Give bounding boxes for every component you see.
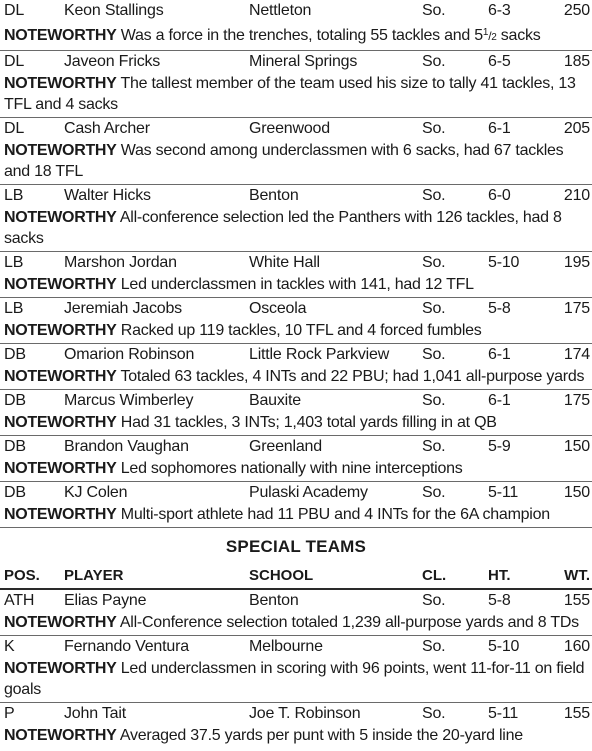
height: 5-11 [488,484,519,501]
class-year: So. [422,438,446,455]
weight: 175 [563,392,590,409]
player-row [4,252,590,274]
school: Bauxite [249,392,301,409]
header-pos: POS. [4,567,40,584]
noteworthy-label: NOTEWORTHY [4,727,117,744]
player-row [4,390,590,412]
header-class: CL. [422,567,447,584]
position: DB [4,484,26,501]
weight: 160 [563,638,590,655]
class-year: So. [422,484,446,501]
school: Nettleton [249,2,312,19]
position: K [4,638,15,655]
position: DL [4,120,25,137]
position: P [4,705,15,722]
position: DL [4,2,25,19]
school: Pulaski Academy [249,484,368,501]
player-entry [0,0,592,51]
weight: 205 [563,120,590,137]
player-entry [0,118,592,185]
school: Osceola [249,300,307,317]
player-name: Omarion Robinson [64,346,195,363]
weight: 174 [563,346,590,363]
weight: 195 [563,254,590,271]
player-name: Keon Stallings [64,2,164,19]
noteworthy-text: NOTEWORTHY Totaled 63 tackles, 4 INTs and 22 PBU; had 1,041 all-purpose yards [4,368,585,385]
player-row [4,344,590,366]
class-year: So. [422,187,446,204]
class-year: So. [422,120,446,137]
class-year: So. [422,2,446,19]
position: DB [4,346,26,363]
position: DB [4,438,26,455]
noteworthy-text: NOTEWORTHY Led underclassmen in scoring with 96 points, went 11-for-11 on field goals [4,660,585,698]
noteworthy-text: NOTEWORTHY Was second among underclassmen with 6 sacks, had 67 tackles and 18 TFL [4,142,564,180]
school: Mineral Springs [249,53,358,70]
class-year: So. [422,392,446,409]
player-row [4,298,590,320]
height: 6-1 [488,120,511,137]
noteworthy-label: NOTEWORTHY [4,460,117,477]
noteworthy-text: NOTEWORTHY The tallest member of the team used his size to tally 41 tackles, 13 TFL and 4 sacks [4,75,576,113]
player-entry [0,482,592,528]
noteworthy-label: NOTEWORTHY [4,614,117,631]
player-name: John Tait [64,705,126,722]
height: 6-1 [488,346,511,363]
player-row [4,703,590,725]
height: 5-10 [488,638,520,655]
weight: 175 [563,300,590,317]
weight: 250 [563,2,590,19]
noteworthy-text: NOTEWORTHY Multi-sport athlete had 11 PBU and 4 INTs for the 6A champion [4,506,550,523]
player-entry [0,636,592,703]
class-year: So. [422,300,446,317]
school: Joe T. Robinson [249,705,361,722]
height: 6-3 [488,2,511,19]
noteworthy-label: NOTEWORTHY [4,368,117,385]
noteworthy-text: NOTEWORTHY Was a force in the trenches, totaling 55 tackles and $5^1/2$ sacks [4,27,541,44]
height: 5-8 [488,300,511,317]
height: 5-8 [488,592,511,609]
header-player: PLAYER [64,567,124,584]
height: 5-9 [488,438,511,455]
class-year: So. [422,638,446,655]
player-name: Jeremiah Jacobs [64,300,182,317]
school: Melbourne [249,638,323,655]
school: White Hall [249,254,320,271]
noteworthy-text: NOTEWORTHY All-Conference selection totaled 1,239 all-purpose yards and 8 TDs [4,614,579,631]
noteworthy-text: NOTEWORTHY Led sophomores nationally with nine interceptions [4,460,463,477]
player-row [4,51,590,73]
weight: 150 [563,484,590,501]
school: Benton [249,592,299,609]
position: LB [4,300,24,317]
player-row [4,185,590,207]
player-name: Brandon Vaughan [64,438,189,455]
player-entry [0,185,592,252]
player-name: Cash Archer [64,120,150,137]
height: 5-10 [488,254,520,271]
column-header-row [0,564,592,590]
position: ATH [4,592,35,609]
noteworthy-label: NOTEWORTHY [4,322,117,339]
player-name: Walter Hicks [64,187,151,204]
player-entry [0,436,592,482]
school: Greenland [249,438,322,455]
class-year: So. [422,592,446,609]
player-entry [0,590,592,636]
class-year: So. [422,254,446,271]
player-row [4,482,590,504]
position: LB [4,187,24,204]
player-name: KJ Colen [64,484,128,501]
noteworthy-label: NOTEWORTHY [4,506,117,523]
weight: 210 [563,187,590,204]
noteworthy-label: NOTEWORTHY [4,660,117,677]
player-row [4,636,590,658]
noteworthy-text: NOTEWORTHY Had 31 tackles, 3 INTs; 1,403 total yards filling in at QB [4,414,497,431]
class-year: So. [422,53,446,70]
noteworthy-text: NOTEWORTHY Averaged 37.5 yards per punt with 5 inside the 20-yard line [4,727,523,744]
position: DB [4,392,26,409]
player-name: Fernando Ventura [64,638,189,655]
weight: 155 [563,592,590,609]
noteworthy-label: NOTEWORTHY [4,142,117,159]
school: Little Rock Parkview [249,346,390,363]
school: Benton [249,187,299,204]
player-name: Javeon Fricks [64,53,161,70]
player-name: Marshon Jordan [64,254,177,271]
position: DL [4,53,25,70]
height: 6-5 [488,53,511,70]
weight: 150 [563,438,590,455]
noteworthy-label: NOTEWORTHY [4,276,117,293]
header-weight: WT. [564,567,590,584]
noteworthy-label: NOTEWORTHY [4,27,117,44]
player-row [4,0,590,22]
class-year: So. [422,705,446,722]
player-name: Marcus Wimberley [64,392,194,409]
noteworthy-label: NOTEWORTHY [4,209,117,226]
height: 6-1 [488,392,511,409]
class-year: So. [422,346,446,363]
header-school: SCHOOL [249,567,314,584]
player-row [4,590,590,612]
player-row [4,436,590,458]
header-height: HT. [488,567,511,584]
section-title: SPECIAL TEAMS [225,537,367,556]
player-entry [0,344,592,390]
noteworthy-text: NOTEWORTHY All-conference selection led the Panthers with 126 tackles, had 8 sacks [4,209,562,247]
position: LB [4,254,24,271]
player-row [4,118,590,140]
weight: 155 [563,705,590,722]
noteworthy-label: NOTEWORTHY [4,414,117,431]
height: 6-0 [488,187,511,204]
player-entry [0,390,592,436]
player-entry [0,703,592,748]
noteworthy-text: NOTEWORTHY Racked up 119 tackles, 10 TFL and 4 forced fumbles [4,322,482,339]
player-entry [0,298,592,344]
weight: 185 [563,53,590,70]
school: Greenwood [249,120,330,137]
player-name: Elias Payne [64,592,147,609]
height: 5-11 [488,705,519,722]
player-entry [0,252,592,298]
player-entry [0,51,592,118]
noteworthy-text: NOTEWORTHY Led underclassmen in tackles with 141, had 12 TFL [4,276,474,293]
noteworthy-label: NOTEWORTHY [4,75,117,92]
